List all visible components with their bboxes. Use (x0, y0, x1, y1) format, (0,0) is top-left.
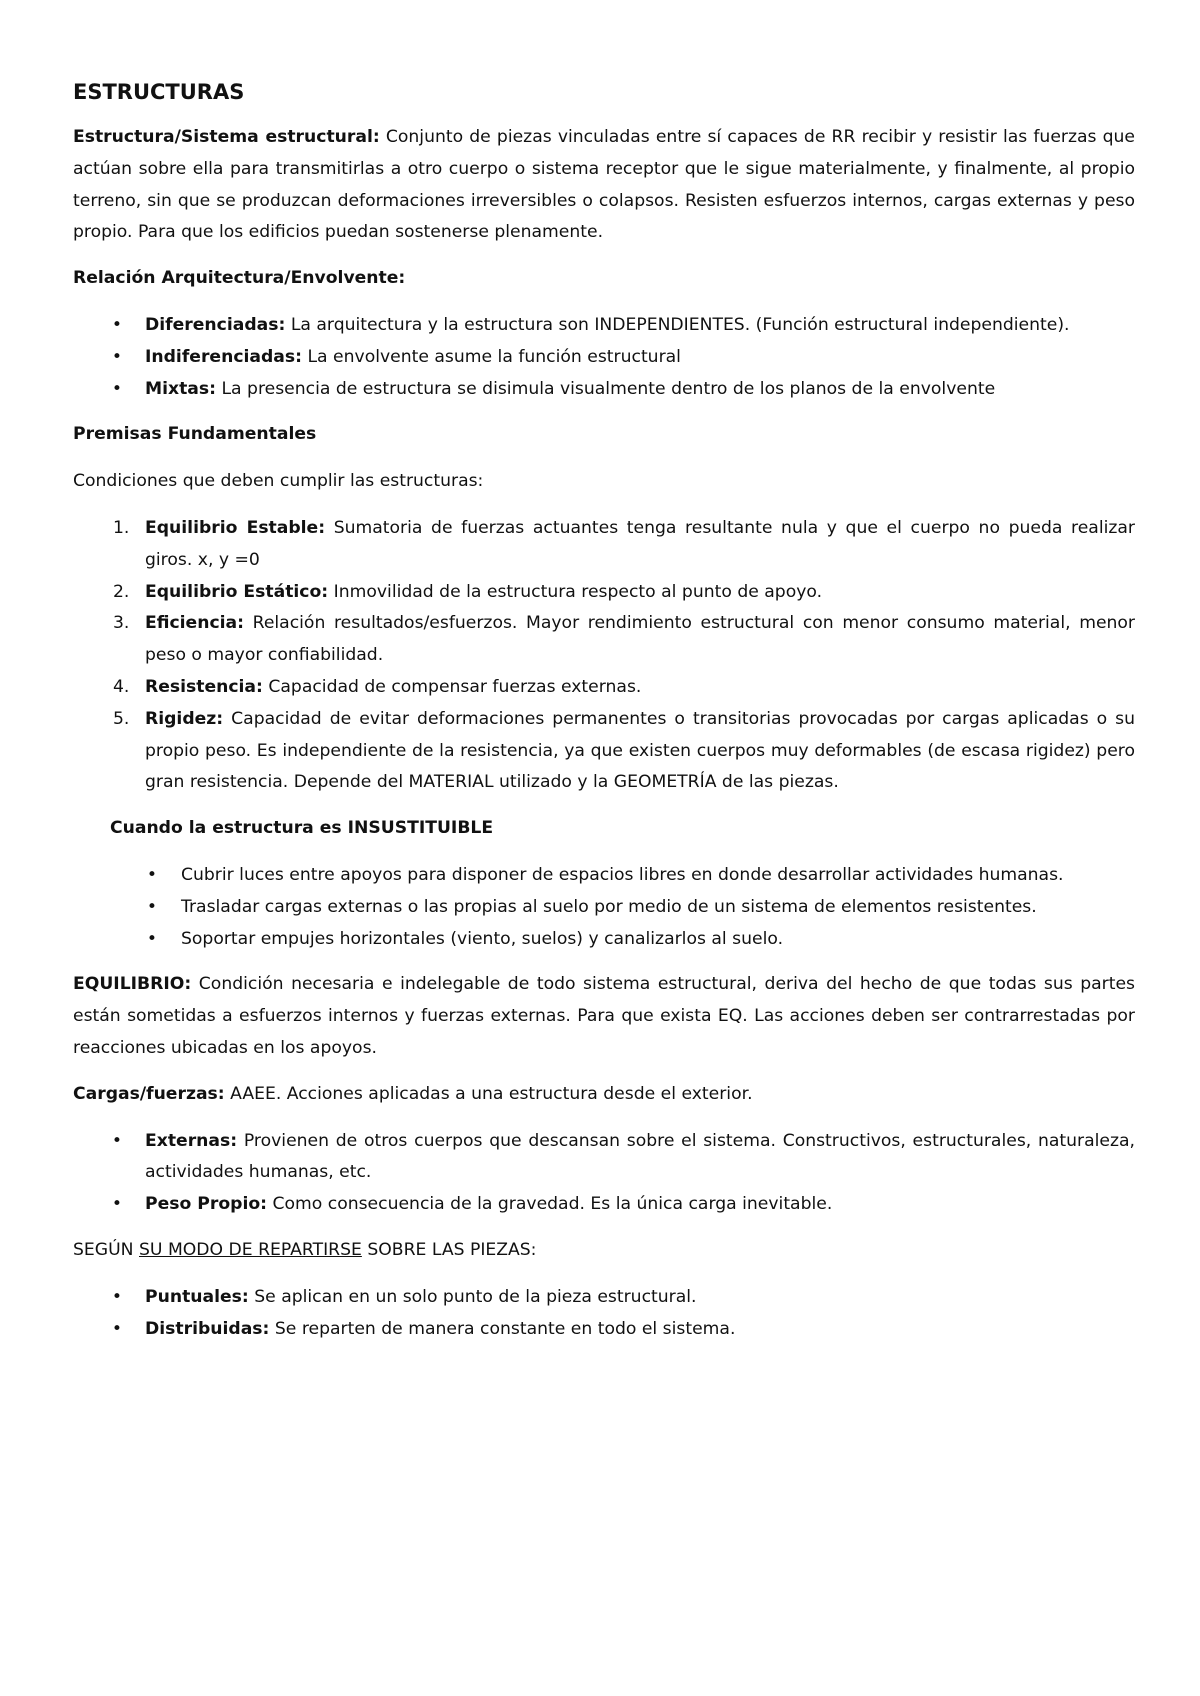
list-item (73, 860, 1135, 892)
item-text: Se aplican en un solo punto de la pieza estructural. (248, 1286, 697, 1307)
item-text: Capacidad de evitar deformaciones permanentes o transitorias provocadas por cargas aplicadas o su propio peso. Es independiente de la resistencia, ya que existen cuerpos muy deformables (de escasa rigidez) pero gran resistencia. Depende del MATERIAL utilizado y la GEOMETRÍA de las piezas. (145, 708, 1135, 793)
item-label: Equilibrio Estático: (145, 581, 329, 602)
estructura-paragraph (73, 122, 1135, 249)
bullet-icon: • (146, 864, 158, 885)
list-item (73, 608, 1135, 672)
list-item (73, 1189, 1135, 1221)
item-text: La presencia de estructura se disimula visualmente dentro de los planos de la envolvente (216, 378, 996, 399)
list-item (73, 342, 1135, 374)
segun-post: SOBRE LAS PIEZAS: (361, 1239, 537, 1260)
relacion-list (73, 310, 1135, 405)
item-label: Equilibrio Estable: (145, 517, 326, 538)
item-number: 4. (113, 676, 130, 697)
item-text: Cubrir luces entre apoyos para disponer de espacios libres en donde desarrollar actividades humanas. (181, 864, 1064, 885)
bullet-icon: • (111, 314, 123, 335)
item-text: Capacidad de compensar fuerzas externas. (262, 676, 642, 697)
list-item (73, 704, 1135, 799)
item-label: Distribuidas: (145, 1318, 270, 1339)
estructura-text: Conjunto de piezas vinculadas entre sí capaces de RR recibir y resistir las fuerzas que actúan sobre ella para transmitirlas a otro cuerpo o sistema receptor que le sigue materialmente, y finalmente, al propio terreno, sin que se produzcan deformaciones irreversibles o colapsos. Resisten esfuerzos internos, cargas externas y peso propio. Para que los edificios puedan sostenerse plenamente. (73, 127, 1135, 243)
item-text: Provienen de otros cuerpos que descansan sobre el sistema. Constructivos, estructurales, naturaleza, actividades humanas, etc. (145, 1130, 1135, 1183)
premisas-intro: Condiciones que deben cumplir las estructuras: (73, 471, 484, 492)
equilibrio-text: Condición necesaria e indelegable de todo sistema estructural, deriva del hecho de que todas sus partes están sometidas a esfuerzos internos y fuerzas externas. Para que exista EQ. Las acciones deben ser contrarrestadas por reacciones ubicadas en los apoyos. (73, 974, 1135, 1058)
item-label: Diferenciadas: (145, 314, 286, 335)
segun-list (73, 1282, 1135, 1346)
list-item (73, 374, 1135, 406)
item-label: Rigidez: (145, 708, 224, 729)
item-label: Externas: (145, 1130, 238, 1151)
list-item (73, 1282, 1135, 1314)
item-text: La arquitectura y la estructura son INDEPENDIENTES. (Función estructural independiente). (285, 314, 1070, 335)
page-title: ESTRUCTURAS (73, 80, 245, 104)
list-item (73, 513, 1135, 577)
cargas-text: AAEE. Acciones aplicadas a una estructura desde el exterior. (224, 1083, 753, 1104)
bullet-icon: • (146, 928, 158, 949)
list-item (73, 1314, 1135, 1346)
item-label: Indiferenciadas: (145, 346, 303, 367)
bullet-icon: • (146, 896, 158, 917)
insustituible-heading: Cuando la estructura es INSUSTITUIBLE (110, 818, 494, 839)
premisas-heading: Premisas Fundamentales (73, 424, 317, 445)
bullet-icon: • (111, 378, 123, 399)
premisas-list (73, 513, 1135, 799)
estructura-label: Estructura/Sistema estructural: (73, 127, 380, 147)
item-text: Relación resultados/esfuerzos. Mayor rendimiento estructural con menor consumo material, menor peso o mayor confiabilidad. (145, 613, 1135, 666)
list-item (73, 310, 1135, 342)
list-item (73, 577, 1135, 609)
item-text: Inmovilidad de la estructura respecto al punto de apoyo. (328, 581, 823, 602)
item-number: 5. (113, 708, 130, 729)
item-label: Resistencia: (145, 676, 263, 697)
list-item (73, 924, 1135, 956)
item-label: Peso Propio: (145, 1194, 268, 1215)
item-text: Se reparten de manera constante en todo el sistema. (269, 1318, 736, 1339)
cargas-paragraph (73, 1079, 1135, 1111)
bullet-icon: • (111, 1286, 123, 1307)
bullet-icon: • (111, 1318, 123, 1339)
item-number: 3. (113, 613, 130, 634)
list-item (73, 892, 1135, 924)
item-text: La envolvente asume la función estructural (302, 346, 681, 367)
bullet-icon: • (111, 1130, 123, 1151)
bullet-icon: • (111, 346, 123, 367)
list-item (73, 1126, 1135, 1190)
item-text: Sumatoria de fuerzas actuantes tenga resultante nula y que el cuerpo no pueda realizar giros. x, y =0 (145, 517, 1135, 570)
item-label: Eficiencia: (145, 613, 245, 634)
item-text: Trasladar cargas externas o las propias al suelo por medio de un sistema de elementos resistentes. (181, 896, 1037, 917)
item-text: Soportar empujes horizontales (viento, suelos) y canalizarlos al suelo. (181, 928, 784, 949)
item-label: Puntuales: (145, 1286, 249, 1307)
segun-pre: SEGÚN (73, 1239, 139, 1260)
relacion-heading: Relación Arquitectura/Envolvente: (73, 268, 406, 289)
item-label: Mixtas: (145, 378, 216, 399)
insustituible-list (73, 860, 1135, 955)
segun-paragraph (73, 1235, 1135, 1267)
equilibrio-paragraph (73, 969, 1135, 1064)
item-number: 2. (113, 581, 130, 602)
segun-underlined: SU MODO DE REPARTIRSE (139, 1239, 362, 1260)
cargas-list (73, 1126, 1135, 1221)
item-number: 1. (113, 517, 130, 538)
list-item (73, 672, 1135, 704)
cargas-label: Cargas/fuerzas: (73, 1083, 225, 1104)
equilibrio-label: EQUILIBRIO: (73, 974, 192, 995)
item-text: Como consecuencia de la gravedad. Es la única carga inevitable. (267, 1194, 833, 1215)
bullet-icon: • (111, 1194, 123, 1215)
